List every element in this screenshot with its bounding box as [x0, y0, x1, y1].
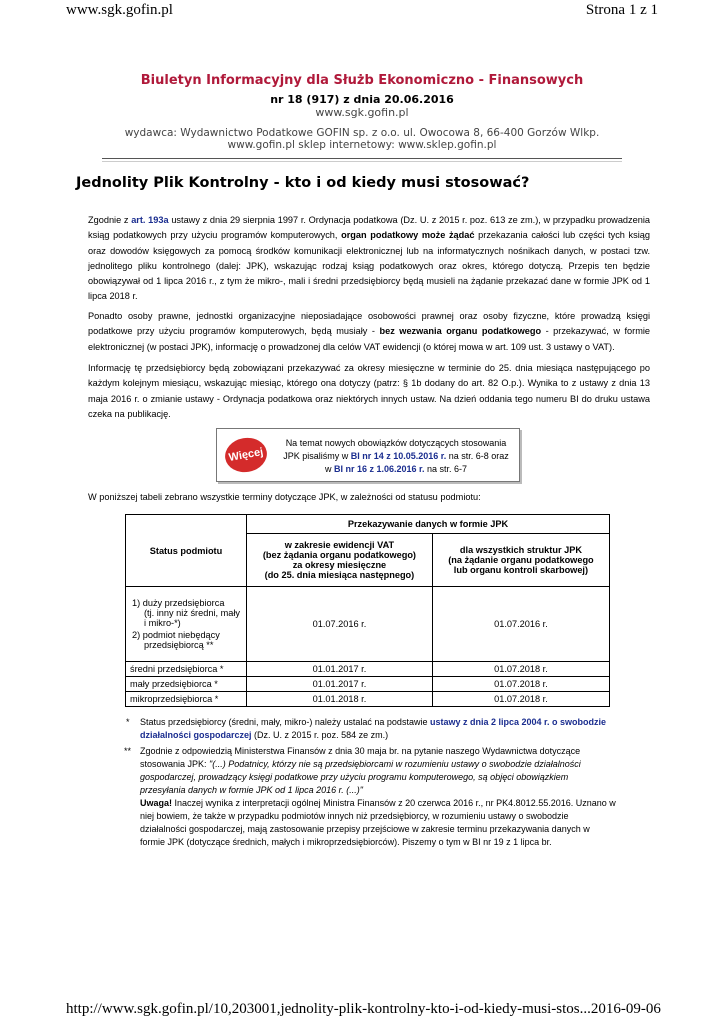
footer-url[interactable]: http://www.sgk.gofin.pl/10,203001,jednolity-plik-kontrolny-kto-i-od-kiedy-musi-stos... — [66, 1001, 591, 1017]
row4-status: mikroprzedsiębiorca * — [126, 692, 247, 707]
footnote-2-warning: Uwaga! — [140, 798, 173, 808]
footnote-2 — [126, 745, 616, 849]
sdg-act-link[interactable]: ustawy z dnia 2 lipca 2004 r. o swobodzie działalności gospodarczej — [140, 717, 607, 740]
footer-date: 2016-09-06 — [590, 1001, 661, 1017]
col-vat-line-1: w zakresie ewidencji VAT — [284, 540, 395, 550]
footnote-1 — [126, 716, 616, 742]
print-footer — [66, 1001, 661, 1018]
p1-text-c: przekazania całości lub części tych ksiąg oraz dowodów księgowych za pomocą środków komunikacji elektronicznej lub na informatycznych nośnikach danych, w postaci tzw. jednolitego pliku kontrolnego (dalej: JPK), wskazując rodzaj ksiąg podatkowych oraz okres, którego dotyczą. Przepis ten będzie obowiązywał od 1 lipca 2016 r., z tym że mikro-, mali i średni przedsiębiorcy będą musieli na żądanie przekazać dane w formie JPK od 1 lipca 2018 r. — [88, 230, 650, 302]
more-line-1: Na temat nowych obowiązków dotyczących stosowania — [285, 438, 507, 448]
footnote-2-text-a: Zgodnie z odpowiedzią Ministerstwa Finansów z dnia 30 maja br. na pytanie naszego Wydawnictwa dotyczące stosowania JPK: — [140, 746, 581, 769]
header-page-counter: Strona 1 z 1 — [585, 2, 658, 18]
paragraph-4: W poniższej tabeli zebrano wszystkie terminy dotyczące JPK, w zależności od statusu podmiotu: — [88, 492, 481, 502]
more-badge-icon: Więcej — [222, 435, 269, 476]
table-row — [126, 662, 610, 677]
table-row — [126, 692, 610, 707]
footnote-2-text-b: Inaczej wynika z interpretacji ogólnej Ministra Finansów z 20 czerwca 2016 r., nr PK4.8012.55.2016. Uznano w niej bowiem, że także w przypadku podmiotów innych niż przedsiębiorcy, w rozumieniu ustawy o swobodzie działalności gospodarczej, mają zastosowanie przepisy przejściowe w zakresie terminu przekazywania danych w formie JPK (dotyczące średnich, małych i mikroprzedsiębiorców). Piszemy o tym w BI nr 19 z 1 lipca br. — [140, 798, 616, 847]
col-status-header: Status podmiotu — [126, 515, 247, 587]
col-vat-header — [247, 534, 433, 587]
row3-status: mały przedsiębiorca * — [126, 677, 247, 692]
col-all-line-1: dla wszystkich struktur JPK — [459, 545, 582, 555]
row2-all: 01.07.2018 r. — [432, 662, 609, 677]
paragraph-1 — [88, 213, 650, 305]
more-info-text — [277, 437, 515, 476]
col-all-header — [432, 534, 609, 587]
bulletin-title: Biuletyn Informacyjny dla Służb Ekonomiczno - Finansowych — [140, 73, 584, 88]
table-header-row — [126, 515, 610, 534]
more-line-2a: JPK pisaliśmy w — [283, 451, 351, 461]
footnote-2-body — [140, 745, 616, 849]
col-vat-line-2: (bez żądania organu podatkowego) — [262, 550, 416, 560]
p1-text-b: ustawy z dnia 29 sierpnia 1997 r. Ordynacja podatkowa (Dz. U. z 2015 r. poz. 613 ze zm.), w przypadku prowadzenia ksiąg podatkowych przy użyciu programów komputerowych, — [88, 215, 651, 241]
row1-all: 01.07.2016 r. — [432, 587, 609, 662]
row4-all: 01.07.2018 r. — [432, 692, 609, 707]
publisher-line: wydawca: Wydawnictwo Podatkowe GOFIN sp. z o.o. ul. Owocowa 8, 66-400 Gorzów Wlkp. — [124, 127, 600, 139]
p2-bold: bez wezwania organu podatkowego — [379, 326, 542, 337]
issue-number: nr 18 (917) z dnia 20.06.2016 — [270, 93, 454, 106]
print-header — [66, 2, 658, 19]
more-line-3 — [277, 463, 515, 476]
row4-vat: 01.01.2018 r. — [247, 692, 433, 707]
col-vat-line-4: (do 25. dnia miesiąca następnego) — [264, 570, 415, 580]
footnote-2-quote: "(...) Podatnicy, którzy nie są przedsiębiorcami w rozumieniu ustawy o swobodzie działalności gospodarczej, prowadzący księgi podatkowe przy użyciu programu komputerowego, są objęci obowiązkiem przesyłania danych w formie JPK od 1 lipca 2016 r. (...)" — [140, 759, 581, 795]
footnote-2-mark: ** — [124, 746, 132, 756]
col-vat-line-3: za okresy miesięczne — [292, 560, 387, 570]
p2-text-b: - przekazywać, w formie elektronicznej (w postaci JPK), informację o prowadzonej dla celów VAT ewidencji (o której mowa w art. 109 ust. 3 ustawy o VAT). — [88, 326, 651, 352]
bi-14-link[interactable]: BI nr 14 z 10.05.2016 r. — [350, 451, 447, 461]
more-line-3a: w — [324, 464, 334, 474]
art-193a-link[interactable]: art. 193a — [131, 215, 169, 225]
row1-item-1c: i mikro-*) — [144, 618, 181, 628]
more-line-2 — [277, 450, 515, 463]
more-line-3b: na str. 6-7 — [424, 464, 468, 474]
row1-item-1b: (tj. inny niż średni, mały — [144, 608, 240, 618]
masthead-divider-shadow — [102, 161, 622, 162]
jpk-deadlines-table — [125, 514, 610, 707]
more-line-2b: na str. 6-8 oraz — [446, 451, 509, 461]
header-site: www.sgk.gofin.pl — [66, 2, 173, 18]
bulletin-url[interactable]: www.sgk.gofin.pl — [315, 106, 409, 119]
row1-status — [126, 587, 247, 662]
bi-16-link[interactable]: BI nr 16 z 1.06.2016 r. — [333, 464, 425, 474]
row2-status: średni przedsiębiorca * — [126, 662, 247, 677]
footnote-1-mark: * — [126, 717, 130, 727]
footnote-1-text-a: Status przedsiębiorcy (średni, mały, mikro-) należy ustalać na podstawie — [140, 717, 430, 727]
row1-item-1: 1) duży przedsiębiorca — [132, 598, 225, 608]
row3-all: 01.07.2018 r. — [432, 677, 609, 692]
table-row — [126, 587, 610, 662]
row1-item-2b: przedsiębiorcą ** — [144, 640, 214, 650]
p1-text-a: Zgodnie z — [88, 215, 132, 225]
group-header: Przekazywanie danych w formie JPK — [247, 515, 610, 534]
masthead-divider — [102, 158, 622, 159]
footnote-1-body — [140, 716, 616, 742]
publisher-links[interactable]: www.gofin.pl sklep internetowy: www.sklep.gofin.pl — [227, 139, 497, 151]
row2-vat: 01.01.2017 r. — [247, 662, 433, 677]
row3-vat: 01.01.2017 r. — [247, 677, 433, 692]
article-title: Jednolity Plik Kontrolny - kto i od kiedy musi stosować? — [76, 175, 530, 191]
p2-text-a: Ponadto osoby prawne, jednostki organizacyjne nieposiadające osobowości prawnej oraz osoby fizyczne, które prowadzą księgi podatkowe przy użyciu programów komputerowych, będą musiały - — [88, 311, 650, 337]
row1-vat: 01.07.2016 r. — [247, 587, 433, 662]
paragraph-2 — [88, 309, 650, 355]
more-info-box — [216, 428, 520, 482]
table-row — [126, 677, 610, 692]
col-all-line-2: (na żądanie organu podatkowego — [448, 555, 594, 565]
p1-bold: organ podatkowy może żądać — [341, 230, 475, 241]
footnote-1-text-b: (Dz. U. z 2015 r. poz. 584 ze zm.) — [251, 730, 389, 740]
paragraph-3: Informację tę przedsiębiorcy będą zobowiązani przekazywać za okresy miesięczne w terminie do 25. dnia miesiąca następującego po każdym kolejnym miesiącu, wskazując miesiąc, którego ona dotyczy (patrz: § 1b dodany do art. 82 O.p.). Wynika to z ustawy z dnia 13 maja 2016 r. o zmianie ustawy - Ordynacja podatkowa oraz niektórych innych ustaw. Na dzień oddania tego numeru BI do druku ustawa czeka na publikację. — [88, 363, 650, 419]
col-all-line-3: lub organu kontroli skarbowej) — [453, 565, 589, 575]
row1-item-2: 2) podmiot niebędący — [132, 630, 220, 640]
